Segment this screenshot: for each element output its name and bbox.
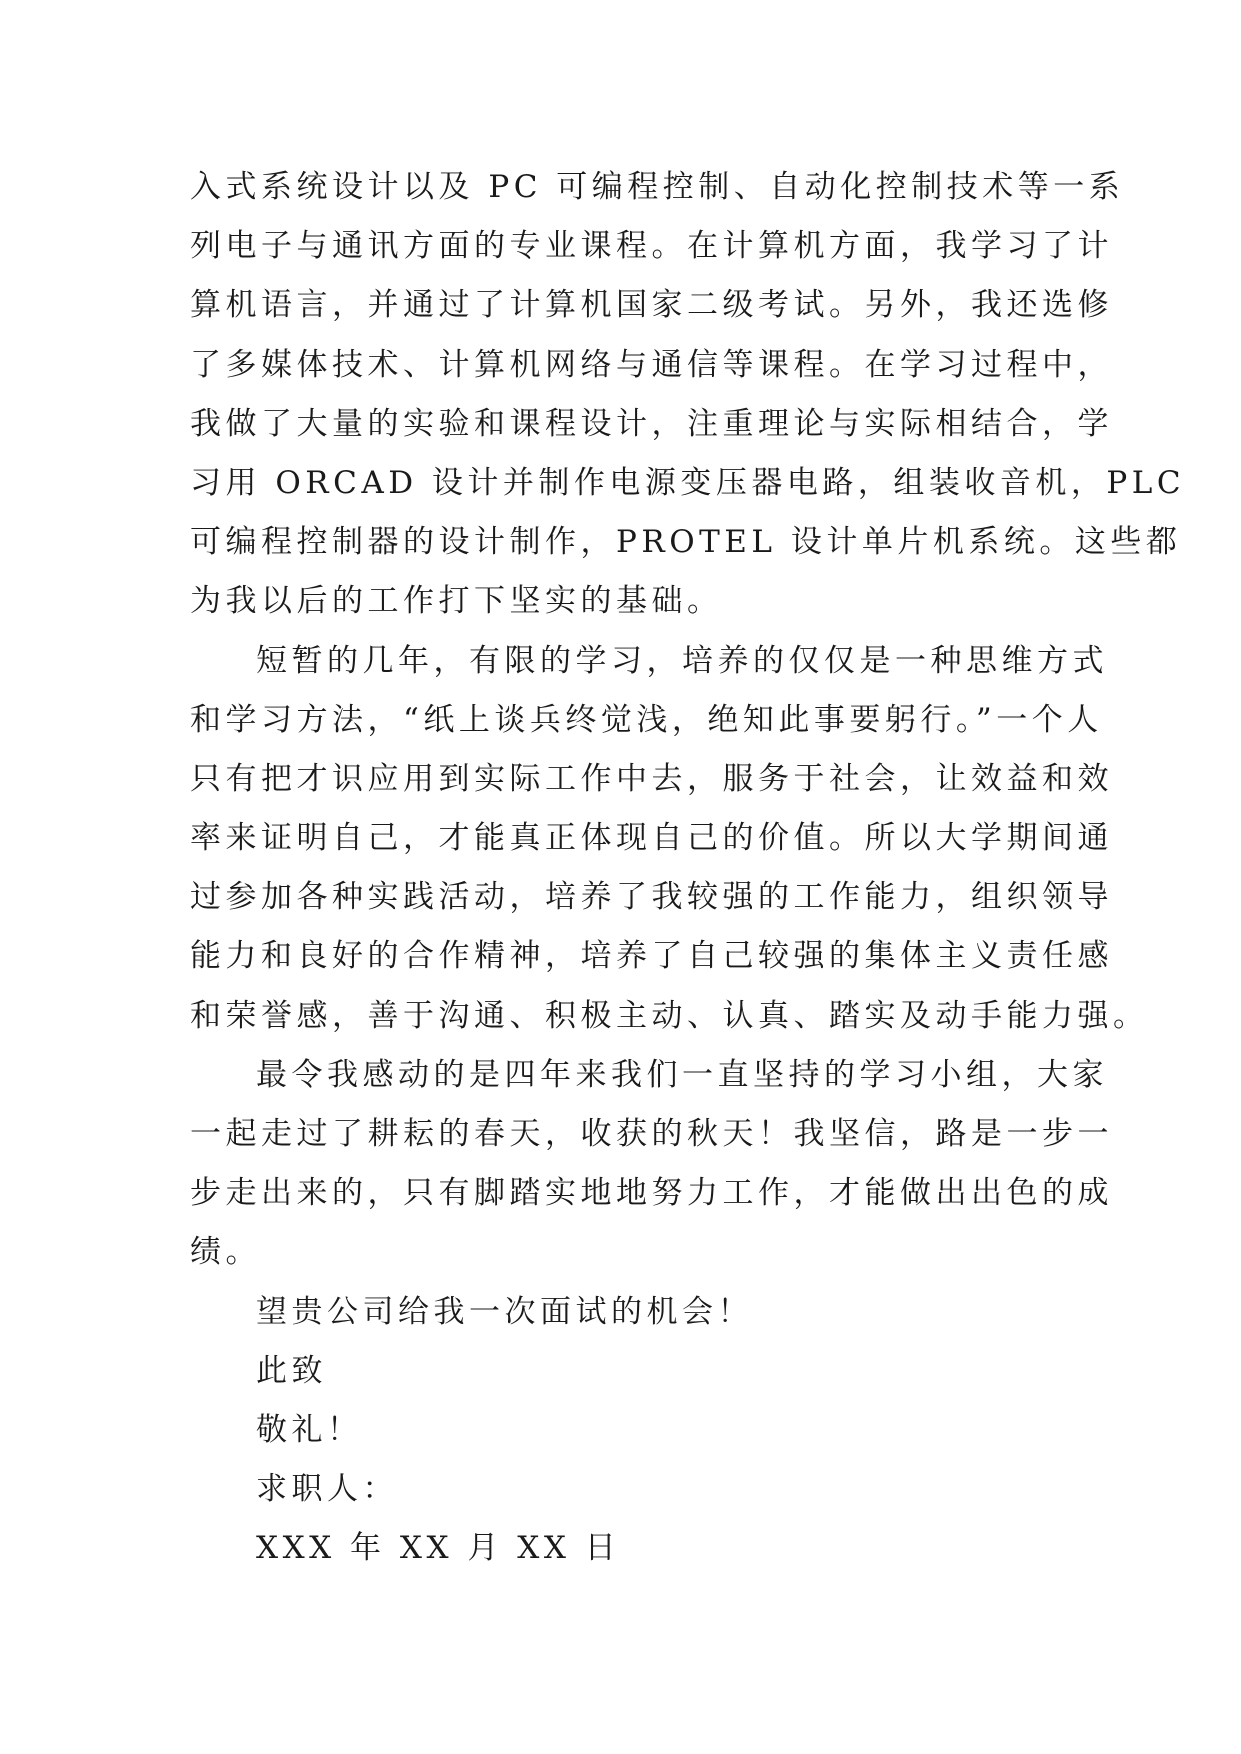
paragraph-start-line: 最令我感动的是四年来我们一直坚持的学习小组，大家 xyxy=(256,1056,1108,1093)
text-line: 算机语言，并通过了计算机国家二级考试。另外，我还选修 xyxy=(190,287,1113,324)
text-line: 步走出来的，只有脚踏实地地努力工作，才能做出出色的成 xyxy=(190,1175,1113,1212)
text-line: 率来证明自己，才能真正体现自己的价值。所以大学期间通 xyxy=(190,820,1113,857)
salutation-line-2: 敬礼！ xyxy=(256,1411,363,1448)
salutation-line-1: 此致 xyxy=(256,1352,327,1389)
text-line: 绩。 xyxy=(190,1234,261,1271)
text-line: 一起走过了耕耘的春天，收获的秋天！我坚信，路是一步一 xyxy=(190,1116,1113,1152)
text-line: 了多媒体技术、计算机网络与通信等课程。在学习过程中， xyxy=(190,346,1113,383)
applicant-signature: 求职人： xyxy=(256,1471,398,1508)
text-line: 和学习方法，“纸上谈兵终觉浅，绝知此事要躬行。”一个人 xyxy=(190,701,1103,738)
text-line: 能力和良好的合作精神，培养了自己较强的集体主义责任感 xyxy=(190,938,1113,975)
text-line: 过参加各种实践活动，培养了我较强的工作能力，组织领导 xyxy=(190,879,1113,916)
text-line: 为我以后的工作打下坚实的基础。 xyxy=(190,583,723,620)
closing-request: 望贵公司给我一次面试的机会！ xyxy=(256,1293,753,1330)
text-line: 入式系统设计以及 PC 可编程控制、自动化控制技术等一系 xyxy=(190,169,1125,205)
text-line: 只有把才识应用到实际工作中去，服务于社会，让效益和效 xyxy=(190,760,1113,797)
text-line: 列电子与通讯方面的专业课程。在计算机方面，我学习了计 xyxy=(190,228,1113,265)
text-line: 习用 ORCAD 设计并制作电源变压器电路，组装收音机，PLC xyxy=(190,464,1186,501)
text-line: 我做了大量的实验和课程设计，注重理论与实际相结合，学 xyxy=(190,405,1113,442)
letter-body xyxy=(190,158,1186,1579)
paragraph-start-line: 短暂的几年，有限的学习，培养的仅仅是一种思维方式 xyxy=(256,642,1108,679)
letter-date: XXX 年 XX 月 XX 日 xyxy=(256,1530,621,1567)
text-line: 可编程控制器的设计制作，PROTEL 设计单片机系统。这些都 xyxy=(190,524,1182,561)
text-line: 和荣誉感，善于沟通、积极主动、认真、踏实及动手能力强。 xyxy=(190,997,1149,1034)
